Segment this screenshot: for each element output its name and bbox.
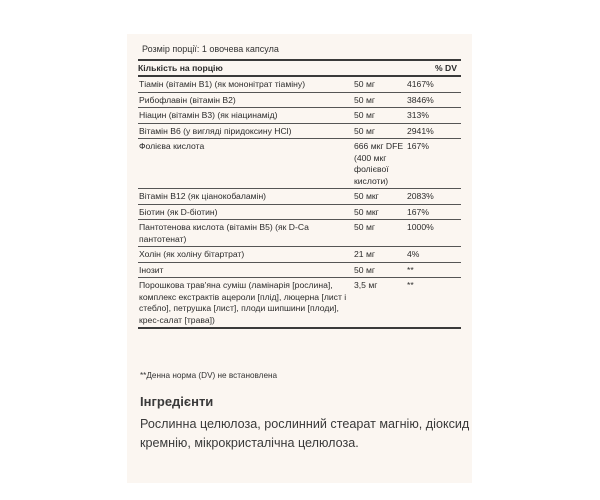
table-row [138, 220, 461, 247]
table-row [138, 247, 461, 263]
nutrient-dv: 167% [407, 141, 429, 151]
nutrient-amount: 50 мг [354, 94, 375, 105]
nutrient-amount: 666 мкг DFE (400 мкг фолієвої кислоти) [354, 141, 404, 186]
nutrient-amount: 50 мг [354, 222, 375, 232]
header-dv: % DV [435, 63, 457, 73]
header-amount-per-serving: Кількість на порцію [138, 63, 223, 73]
nutrient-dv: 2941% [407, 125, 434, 136]
table-row [138, 139, 461, 189]
nutrient-name: Біотин (як D-біотин) [139, 206, 218, 217]
nutrient-name: Пантотенова кислота (вітамін B5) (як D-Ca пантотенат) [139, 222, 309, 244]
table-header [138, 61, 461, 77]
nutrient-amount: 50 мкг [354, 191, 379, 201]
nutrient-dv: 4167% [407, 79, 434, 89]
table-row [138, 278, 461, 329]
nutrient-amount: 50 мг [354, 125, 375, 136]
nutrient-amount: 50 мг [354, 110, 375, 120]
table-row [138, 93, 461, 109]
table-row [138, 77, 461, 93]
nutrient-name: Вітамін B6 (у вигляді піридоксину HCl) [139, 125, 292, 136]
nutrient-name: Вітамін B12 (як ціанокобаламін) [139, 191, 267, 201]
table-row [138, 189, 461, 205]
nutrient-name: Фолієва кислота [139, 141, 205, 151]
ingredients-text: Рослинна целюлоза, рослинний стеарат магнію, діоксид кремнію, мікрокристалічна целюлоза. [140, 417, 470, 450]
serving-size: Розмір порції: 1 овочева капсула [142, 44, 279, 54]
nutrient-name: Холін (як холіну бітартрат) [139, 249, 245, 259]
nutrient-dv: 4% [407, 249, 420, 259]
nutrition-table [138, 59, 461, 329]
nutrient-amount: 50 мкг [354, 206, 379, 217]
nutrient-dv: 313% [407, 110, 429, 120]
nutrient-name: Тіамін (вітамін B1) (як мононітрат тіаміну) [139, 79, 306, 89]
nutrient-amount: 50 мг [354, 264, 375, 275]
table-row [138, 263, 461, 279]
nutrient-amount: 3,5 мг [354, 280, 378, 290]
nutrient-name: Ніацин (вітамін B3) (як ніацинамід) [139, 110, 278, 120]
table-row [138, 124, 461, 140]
nutrient-dv: ** [407, 264, 414, 275]
nutrient-dv: 3846% [407, 94, 434, 105]
table-row [138, 108, 461, 124]
nutrient-dv: 2083% [407, 191, 434, 201]
nutrient-name: Рибофлавін (вітамін B2) [139, 94, 236, 105]
dv-footnote: **Денна норма (DV) не встановлена [140, 371, 278, 380]
nutrient-amount: 21 мг [354, 249, 375, 259]
table-row [138, 205, 461, 221]
nutrient-dv: 1000% [407, 222, 434, 232]
nutrient-amount: 50 мг [354, 79, 375, 89]
nutrient-dv: 167% [407, 206, 429, 217]
ingredients-title: Інгредієнти [140, 394, 214, 409]
nutrient-dv: ** [407, 280, 414, 290]
supplement-facts-panel [127, 34, 472, 483]
nutrient-name: Порошкова трав'яна суміш (ламінарія [рослина], комплекс екстрактів ацероли [плід], люцерна [лист і стебло], петрушка [лист], плоди шипшини [плоди], крес-салат [трава]) [139, 280, 347, 325]
nutrient-name: Інозит [139, 264, 164, 275]
